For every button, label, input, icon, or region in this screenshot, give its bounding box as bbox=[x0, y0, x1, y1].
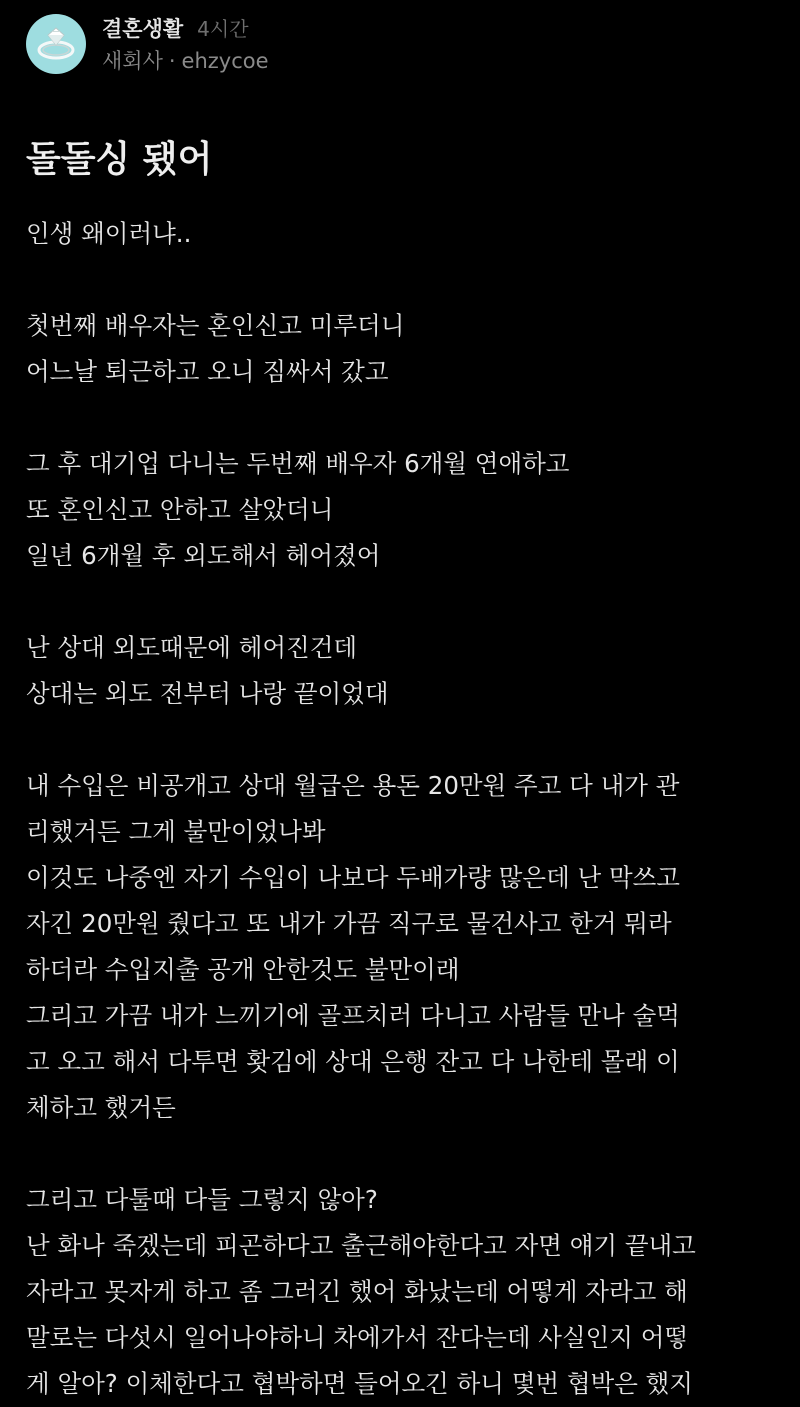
community-avatar[interactable] bbox=[26, 14, 86, 74]
body-line: 이것도 나중엔 자기 수입이 나보다 두배가량 많은데 난 막쓰고 bbox=[26, 863, 680, 892]
post-time: 4시간 bbox=[197, 17, 249, 41]
body-line: 인생 왜이러냐.. bbox=[26, 219, 192, 248]
body-line: 어느날 퇴근하고 오니 짐싸서 갔고 bbox=[26, 357, 389, 386]
community-name[interactable]: 결혼생활 bbox=[102, 17, 184, 41]
body-line: 리했거든 그게 불만이었나봐 bbox=[26, 817, 326, 846]
post-body bbox=[26, 211, 766, 1407]
body-line: 그 후 대기업 다니는 두번째 배우자 6개월 연애하고 bbox=[26, 449, 570, 478]
meta-author bbox=[102, 45, 269, 75]
body-line: 첫번째 배우자는 혼인신고 미루더니 bbox=[26, 311, 405, 340]
body-line: 하더라 수입지출 공개 안한것도 불만이래 bbox=[26, 955, 460, 984]
author-separator: · bbox=[168, 49, 176, 73]
body-line: 그리고 다툴때 다들 그렇지 않아? bbox=[26, 1185, 378, 1214]
blank-line bbox=[26, 1131, 766, 1177]
body-line: 체하고 했거든 bbox=[26, 1093, 176, 1122]
body-line: 일년 6개월 후 외도해서 헤어졌어 bbox=[26, 541, 381, 570]
body-line: 자긴 20만원 줬다고 또 내가 가끔 직구로 물건사고 한거 뭐라 bbox=[26, 909, 672, 938]
body-line: 내 수입은 비공개고 상대 월급은 용돈 20만원 주고 다 내가 관 bbox=[26, 771, 680, 800]
blank-line bbox=[26, 257, 766, 303]
body-line: 말로는 다섯시 일어나야하니 차에가서 잔다는데 사실인지 어떻 bbox=[26, 1323, 689, 1352]
body-line: 난 화나 죽겠는데 피곤하다고 출근해야한다고 자면 얘기 끝내고 bbox=[26, 1231, 696, 1260]
body-line: 고 오고 해서 다투면 홧김에 상대 은행 잔고 다 나한테 몰래 이 bbox=[26, 1047, 680, 1076]
post-title: 돌돌싱 됐어 bbox=[26, 139, 213, 180]
body-line: 그리고 가끔 내가 느끼기에 골프치러 다니고 사람들 만나 술먹 bbox=[26, 1001, 680, 1030]
blank-line bbox=[26, 579, 766, 625]
author-company: 새회사 bbox=[102, 49, 163, 73]
body-line: 또 혼인신고 안하고 살았더니 bbox=[26, 495, 334, 524]
post-meta bbox=[102, 13, 269, 75]
body-line: 자라고 못자게 하고 좀 그러긴 했어 화났는데 어떻게 자라고 해 bbox=[26, 1277, 688, 1306]
blank-line bbox=[26, 395, 766, 441]
blank-line bbox=[26, 717, 766, 763]
author-id[interactable]: ehzycoe bbox=[181, 49, 269, 73]
meta-primary bbox=[102, 13, 269, 43]
body-line: 상대는 외도 전부터 나랑 끝이었대 bbox=[26, 679, 389, 708]
body-line: 게 알아? 이체한다고 협박하면 들어오긴 하니 몇번 협박은 했지 bbox=[26, 1369, 693, 1398]
post-header bbox=[26, 14, 269, 74]
body-line: 난 상대 외도때문에 헤어진건데 bbox=[26, 633, 358, 662]
diamond-ring-icon bbox=[26, 14, 86, 74]
